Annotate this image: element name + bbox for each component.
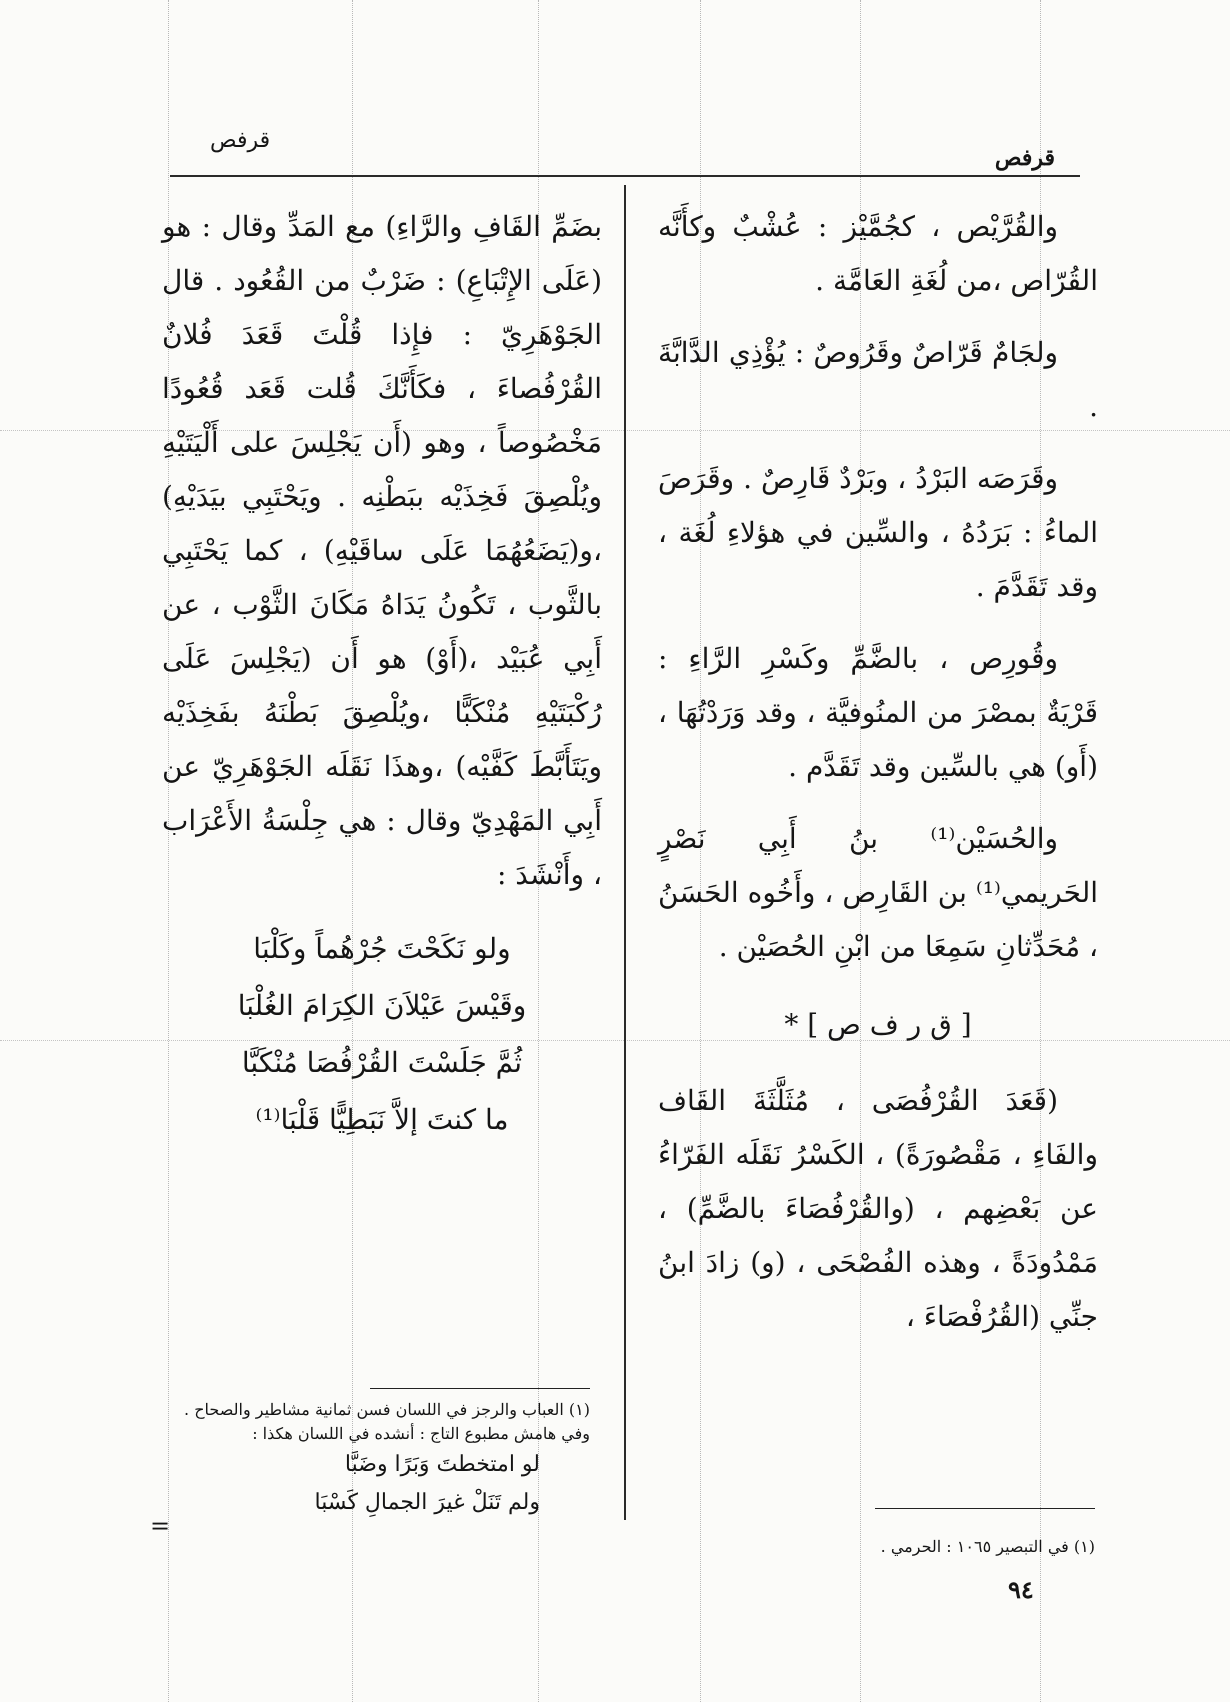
entry-alhusayn: والحُسَيْن⁽¹⁾ بنُ أَبِي نَصْرٍ الحَريمي⁽¹⁾ بن القَارِص ، وأَخُوه الحَسَنُ ، مُحَدِّثانِ سَمِعَا من ابْنِ الحُصَيْن . — [658, 822, 1098, 963]
footnote-verse-1: لو امتخطتَ وَبَرًا وضَبَّا — [344, 1452, 540, 1477]
entry-qurrays: والقُرَّيْص ، كجُمَّيْز : عُشْبٌ وكأَنَّه القُرّاص ،من لُغَةِ العَامَّة . — [658, 210, 1098, 297]
entry-qurfusa: (قَعَدَ القُرْفُصَى ، مُثَلَّثَةَ القَاف والفَاءِ ، مَقْصُورَةً) ، الكَسْرُ نَقَلَه الفَرّاءُ عن بَعْضِهم ، (والقُرْفُصَاءَ بالضَّمِّ) ، مَمْدُودَةً ، وهذه الفُصْحَى ، (و) زادَ ابنُ جنِّي (القُرُفْصَاءَ ، — [658, 1084, 1098, 1333]
footnote-rule-right — [875, 1508, 1095, 1509]
running-header-right: قرفص — [994, 145, 1055, 171]
footnote-right: (١) في التبصير ١٠٦٥ : الحرمي . — [880, 1537, 1095, 1556]
entry-lijam-qarras: ولجَامٌ قَرّاصٌ وقَرُوصٌ : يُؤْذِي الدَّابَّةَ . — [658, 336, 1098, 423]
root-heading-qrfs: [ ق ر ف ص ] * — [784, 1008, 972, 1041]
entry-qawris: وقُورِص ، بالضَّمِّ وكَسْرِ الرَّاءِ : قَرْيَةٌ بمصْرَ من المنُوفيَّة ، وقد وَرَدْتُهَا ، (أَو) هي بالسِّين وقد تَقَدَّم . — [658, 642, 1098, 783]
entry-qarasahu-albard: وقَرَصَه البَرْدُ ، وبَرْدٌ قَارِصٌ . وقَرَصَ الماءُ : بَرَدُهُ ، والسِّين في هؤلاءِ لُغَة ، وقد تَقَدَّمَ . — [658, 462, 1098, 603]
verse-line-3: ثُمَّ جَلَسْتَ القُرْفُصَا مُنْكَبَّا — [241, 1046, 523, 1079]
footnote-left-line-1: (١) العباب والرجز في اللسان فسن ثمانية مشاطير والصحاح . — [184, 1400, 590, 1419]
header-rule — [170, 175, 1080, 177]
verse-line-1: ولو نَكَحْتَ جُرْهُماً وكَلْبَا — [253, 932, 511, 965]
entry-qurfusa-continued: بضَمِّ القَافِ والرَّاءِ) مع المَدِّ وقال : هو (عَلَى الإِتْبَاعِ) : ضَرْبٌ من القُعُود . قال الجَوْهَرِيّ : فإِذا قُلْتَ قَعَدَ فُلانٌ القُرْفُصاءَ ، فكَأَنَّكَ قُلت قَعَد قُعُودًا مَخْصُوصاً ، وهو (أَن يَجْلِسَ على أَلْيَتَيْهِ ويُلْصِقَ فَخِذَيْه ببَطْنِه . ويَحْتَبِي بيَدَيْهِ) ،و(يَضَعُهُمَا عَلَى ساقَيْهِ) ، كما يَحْتَبِي بالثَّوب ، تَكُونُ يَدَاهُ مَكَانَ الثَّوْب ، عن أَبِي عُبَيْد ،(أَوْ) هو أَن (يَجْلِسَ عَلَى رُكْبَتَيْهِ مُنْكَبًّا ،ويُلْصِقَ بَطْنَهُ بفَخِذَيْه ويَتَأَبَّطَ كَفَّيْه) ،وهذَا نَقَلَه الجَوْهَرِيّ عن أَبِي المَهْدِيّ وقال : هي جِلْسَةُ الأَعْرَاب ، وأَنْشَدَ : — [162, 210, 602, 891]
footnote-left — [170, 1398, 590, 1522]
verse-line-4: ما كنتَ إلاَّ نَبَطِيًّا قَلْبَا⁽¹⁾ — [255, 1103, 509, 1136]
verse-line-2: وقَيْسَ عَيْلاَنَ الكِرَامَ الغُلْبَا — [237, 989, 527, 1022]
column-divider — [624, 185, 626, 1520]
continuation-mark: = — [150, 1512, 171, 1540]
footnote-left-line-2: وفي هامش مطبوع التاج : أنشده في اللسان هكذا : — [252, 1424, 590, 1443]
running-header-left: قرفص — [210, 128, 271, 153]
footnote-rule-left — [370, 1388, 590, 1389]
right-column — [658, 200, 1098, 1362]
footnote-verse-2: ولم تَنَلْ غيرَ الجمالِ كَسْبَا — [314, 1490, 540, 1515]
page-number: ٩٤ — [1008, 1575, 1034, 1604]
left-column — [162, 200, 602, 1148]
